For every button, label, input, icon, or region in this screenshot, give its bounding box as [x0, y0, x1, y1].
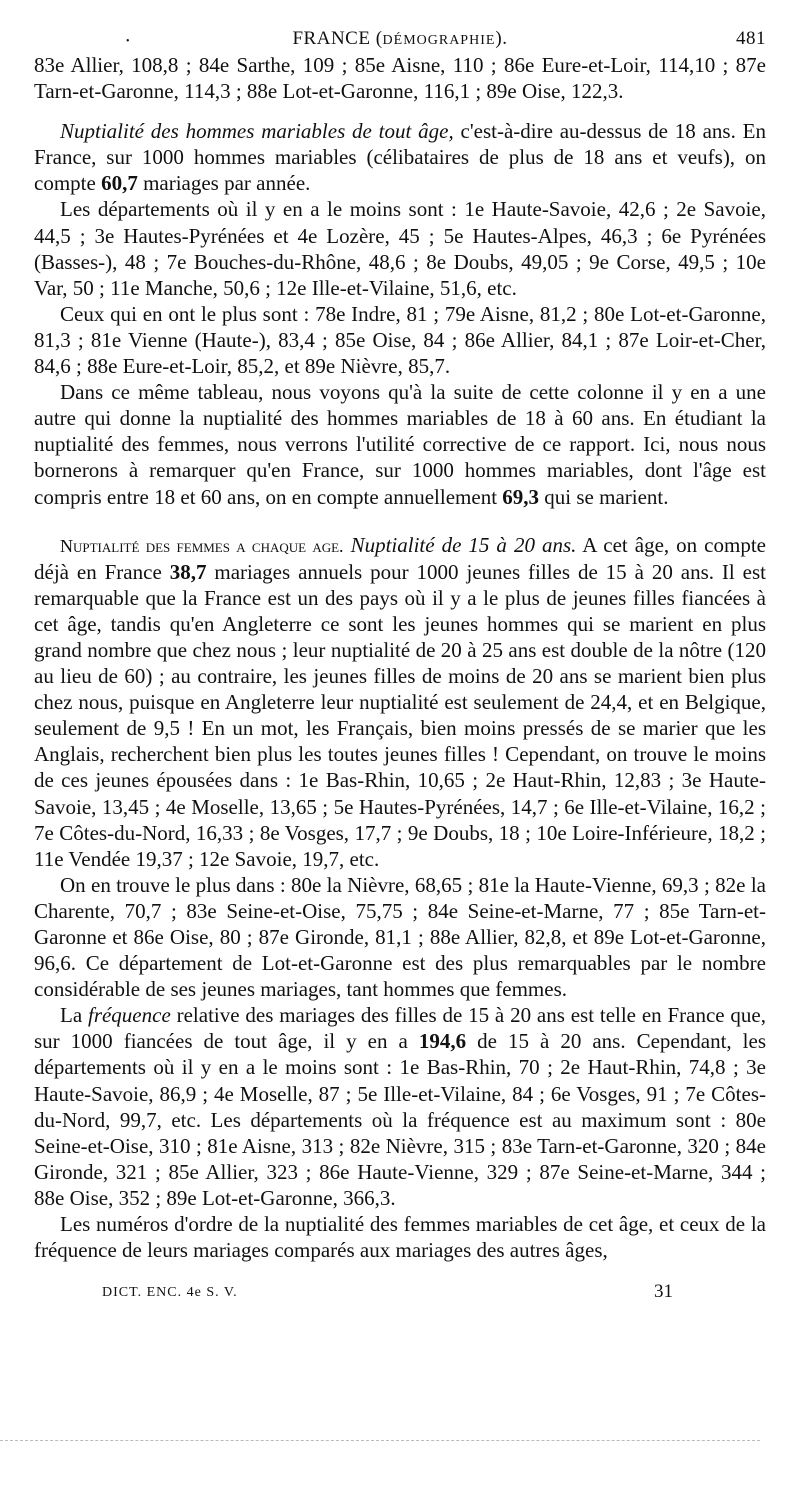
page-number: 481	[736, 28, 766, 49]
printer-signature: DICT. ENC. 4e S. V.	[102, 1285, 238, 1301]
paragraph-departements-plus: Ceux qui en ont le plus sont : 78e Indre, 81 ; 79e Aisne, 81,2 ; 80e Lot-et-Garonne, 81,3 ; 81e Vienne (Haute-), 83,4 ; 85e Oise, 84 ; 86e Allier, 84,1 ; 87e Loir-et-Cher, 84,6 ; 88e Eure-et-Loir, 85,2, et 89e Nièvre, 85,7.	[34, 301, 766, 379]
paragraph-ranking-tail: 83e Allier, 108,8 ; 84e Sarthe, 109 ; 85e Aisne, 110 ; 86e Eure-et-Loir, 114,10 ; 87e Tarn-et-Garonne, 114,3 ; 88e Lot-et-Garonne, 116,1 ; 89e Oise, 122,3.	[34, 53, 766, 104]
title-main: FRANCE (	[292, 28, 383, 49]
header-dot: •	[126, 36, 131, 47]
text-run: mariages annuels pour 1000 jeunes filles de 15 à 20 ans. Il est remarquable que la France est un des pays où il y a le plus de jeunes filles fiancées à cet âge, tandis qu'en Angleterre ce sont les jeunes hommes qui se marient en plus grand nombre que chez nous ; leur nuptialité de 20 à 25 ans est double de la nôtre (120 au lieu de 60) ; au contraire, les jeunes filles de moins de 20 ans se marient bien plus chez nous, puisque en Angleterre leur nuptialité est seulement de 24,4, et en Belgique, seulement de 9,5 ! En un mot, les Français, bien moins pressés de se marier que les Anglais, recherchent bien plus les toutes jeunes filles ! Cependant, on trouve le moins de ces jeunes épousées dans : 1e Bas-Rhin, 10,65 ; 2e Haut-Rhin, 12,83 ; 3e Haute-Savoie, 13,45 ; 4e Moselle, 13,65 ; 5e Hautes-Pyrénées, 14,7 ; 6e Ille-et-Vilaine, 16,2 ; 7e Côtes-du-Nord, 16,33 ; 8e Vosges, 17,7 ; 9e Doubs, 18 ; 10e Loire-Inférieure, 18,2 ; 11e Vendée 19,37 ; 12e Savoie, 19,7, etc.	[34, 559, 766, 871]
paragraph-numeros-ordre: Les numéros d'ordre de la nuptialité des femmes mariables de cet âge, et ceux de la fréquence de leurs mariages comparés aux mariages des autres âges,	[34, 1212, 766, 1263]
document-page	[34, 22, 766, 1309]
text-run: La	[60, 1003, 88, 1028]
paragraph-plus-dans: On en trouve le plus dans : 80e la Nièvre, 68,65 ; 81e la Haute-Vienne, 69,3 ; 82e la Charente, 70,7 ; 83e Seine-et-Oise, 75,75 ; 84e Seine-et-Marne, 77 ; 85e Tarn-et-Garonne et 86e Oise, 80 ; 87e Gironde, 81,1 ; 88e Allier, 82,8, et 89e Lot-et-Garonne, 96,6. Ce département de Lot-et-Garonne est des plus remarquables par le nombre considérable de ses jeunes mariages, tant hommes que femmes.	[34, 872, 766, 1002]
running-header	[34, 22, 766, 52]
bold-figure: 69,3	[502, 484, 540, 509]
italic-heading: Nuptialité de 15 à 20 ans.	[350, 532, 577, 557]
text-run: de 15 à 20 ans. Cependant, les départements où il y en a le moins sont : 1e Bas-Rhin, 70 ; 2e Haut-Rhin, 74,8 ; 3e Haute-Savoie, 86,9 ; 4e Moselle, 87 ; 5e Ille-et-Vilaine, 84 ; 6e Vosges, 91 ; 7e Côtes-du-Nord, 99,7, etc. Les départements où la fréquence est au maximum sont : 80e Seine-et-Oise, 310 ; 81e Aisne, 313 ; 82e Nièvre, 315 ; 83e Tarn-et-Garonne, 320 ; 84e Gironde, 321 ; 85e Allier, 323 ; 86e Haute-Vienne, 329 ; 87e Seine-et-Marne, 344 ; 88e Oise, 352 ; 89e Lot-et-Garonne, 366,3.	[34, 1029, 766, 1210]
text-run: relative des mariages des filles de 15 à 20 ans est telle en France que, sur 1000 fiancées de tout âge, il y en a	[34, 1003, 766, 1054]
paragraph-nuptialite-femmes	[34, 532, 766, 872]
bold-figure: 38,7	[169, 559, 207, 584]
bold-figure: 60,7	[101, 171, 138, 196]
italic-heading: Nuptialité des hommes mariables de tout âge,	[60, 119, 454, 144]
text-run: qui se marient.	[539, 484, 669, 509]
spacer	[34, 510, 766, 532]
paragraph-nuptialite-hommes	[34, 118, 766, 196]
spacer	[34, 104, 766, 118]
bold-figure: 194,6	[418, 1029, 467, 1054]
sheet-number: 31	[654, 1281, 673, 1303]
text-run: mariages par année.	[137, 171, 311, 196]
text-run: A cet âge, on compte déjà en France	[34, 532, 766, 584]
paragraph-frequence	[34, 1002, 766, 1211]
page-footer	[34, 1279, 766, 1309]
title-close: ).	[495, 28, 508, 49]
italic-word: fréquence	[87, 1003, 171, 1028]
paragraph-tableau	[34, 379, 766, 509]
paragraph-departements-moins: Les départements où il y en a le moins sont : 1e Haute-Savoie, 42,6 ; 2e Savoie, 44,5 ; 3e Hautes-Pyrénées et 4e Lozère, 45 ; 5e Hautes-Alpes, 46,3 ; 6e Pyrénées (Basses-), 48 ; 7e Bouches-du-Rhône, 48,6 ; 8e Doubs, 49,05 ; 9e Corse, 49,5 ; 10e Var, 50 ; 11e Manche, 50,6 ; 12e Ille-et-Vilaine, 51,6, etc.	[34, 197, 766, 300]
page-title	[34, 28, 766, 50]
small-caps-heading: Nuptialité des femmes a chaque age.	[60, 535, 344, 556]
text-run: Dans ce même tableau, nous voyons qu'à la suite de cette colonne il y en a une autre qui donne la nuptialité des hommes mariables de 18 à 60 ans. En étudiant la nuptialité des femmes, nous verrons l'utilité corrective de ce rapport. Ici, nous nous bornerons à remarquer qu'en France, sur 1000 hommes mariables, dont l'âge est compris entre 18 et 60 ans, on en compte annuellement	[34, 380, 766, 509]
text-run: c'est-à-dire au-dessus de 18 ans. En France, sur 1000 hommes mariables (célibataires de plus de 18 ans et veufs), on compte	[34, 119, 766, 196]
bottom-dashed-rule	[0, 1440, 760, 1441]
title-small-caps: DÉMOGRAPHIE	[382, 33, 496, 48]
